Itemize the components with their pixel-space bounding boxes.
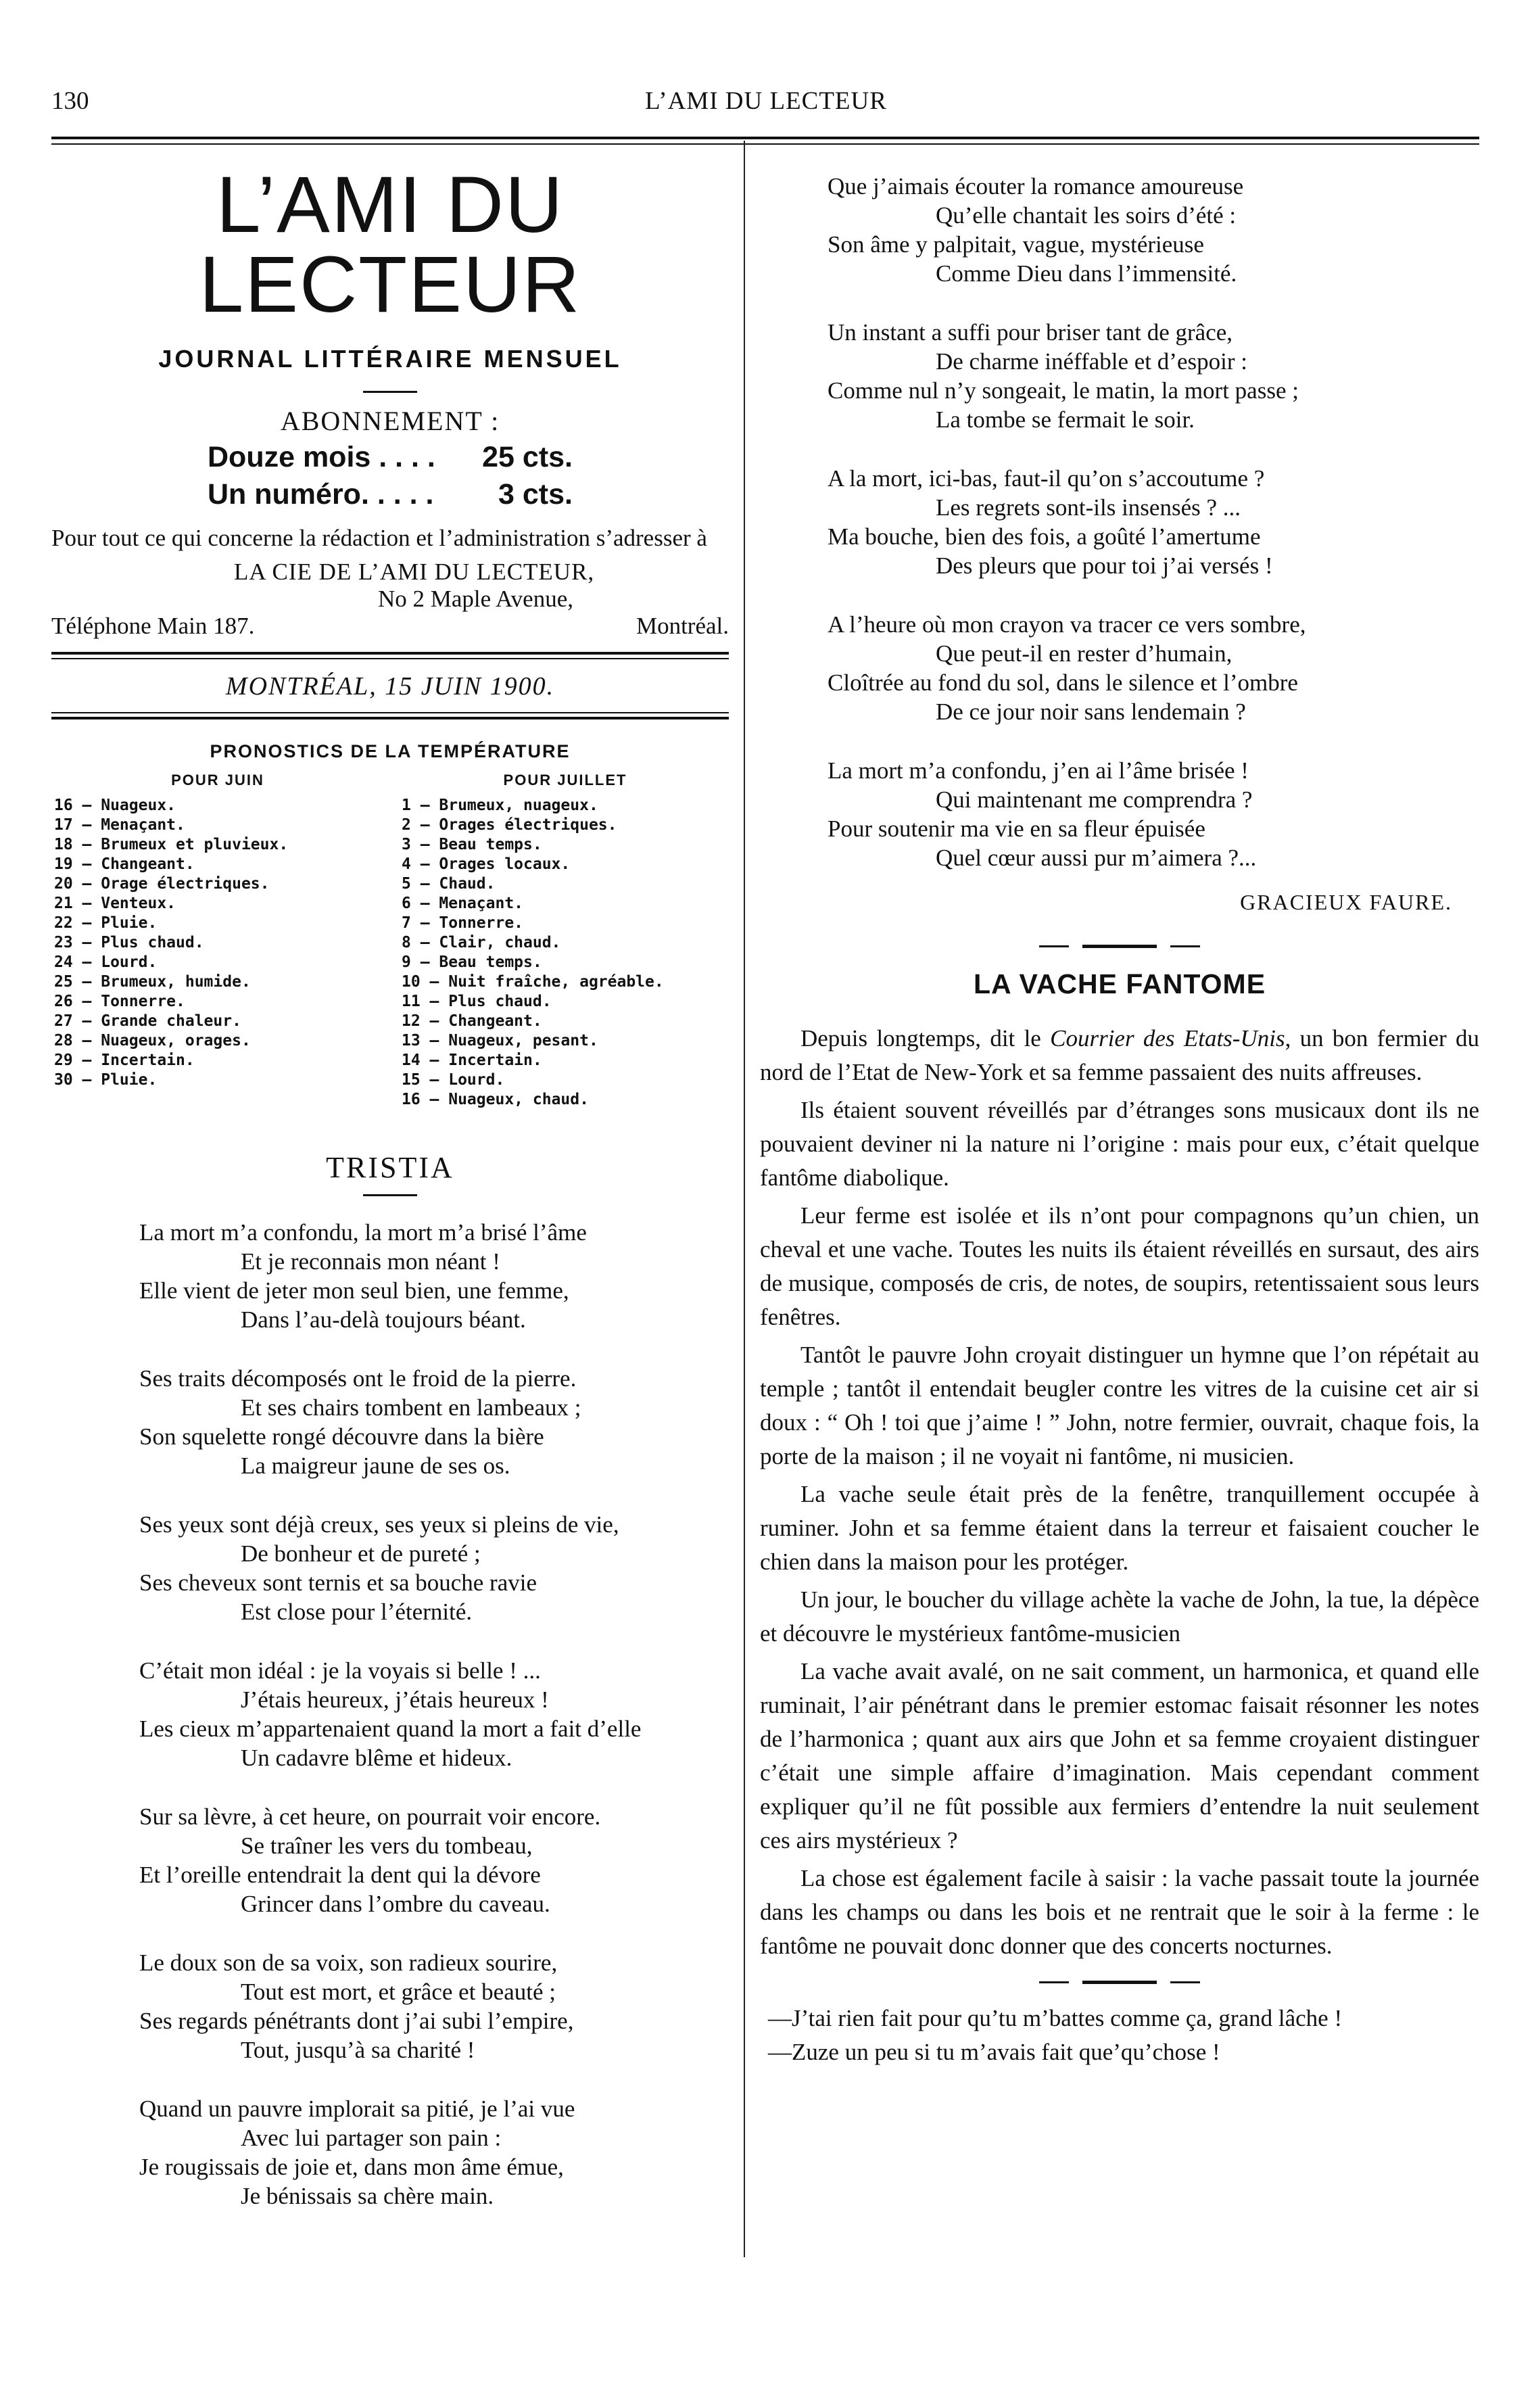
forecast-item: 7 — Tonnerre. xyxy=(402,914,524,932)
poem-line: Que peut-il en rester d’humain, xyxy=(936,640,1232,667)
article-paragraph: Tantôt le pauvre John croyait distinguer un hymne que l’on répétait au temple ; tantôt il entendait beugler contre les vitres de la cuisine cet air si doux : “ Oh ! toi que j’aime ! ” John, notre fermier, ouvrait, chaque fois, la porte de la maison ; il ne voyait ni fantôme, ni musicien. xyxy=(760,1342,1479,1469)
poem-line: A la mort, ici-bas, faut-il qu’on s’accoutume ? xyxy=(828,465,1265,492)
price-label: Un numéro. . . . . xyxy=(208,478,434,511)
price-row-year xyxy=(208,441,573,474)
poem-line: Et je reconnais mon néant ! xyxy=(241,1248,500,1275)
city: Montréal. xyxy=(636,613,729,639)
section-separator xyxy=(760,1981,1479,1984)
masthead-subtitle: JOURNAL LITTÉRAIRE MENSUEL xyxy=(158,345,622,373)
poem-line: Je rougissais de joie et, dans mon âme émue, xyxy=(139,2154,564,2180)
poem-title-rule xyxy=(363,1194,417,1196)
poem-line: Grincer dans l’ombre du caveau. xyxy=(241,1891,550,1917)
poem-line: Se traîner les vers du tombeau, xyxy=(241,1833,533,1859)
stanza xyxy=(760,610,1479,726)
poem-title: TRISTIA xyxy=(326,1151,454,1184)
masthead-divider xyxy=(363,391,417,393)
forecast-item: 10 — Nuit fraîche, agréable. xyxy=(402,973,664,991)
article-paragraph: La chose est également facile à saisir : la vache passait toute la journée dans les champs ou dans les bois et ne rentrait que le soir à la ferme : le fantôme ne pouvait donc donner que des concerts nocturnes. xyxy=(760,1865,1479,1959)
forecast-item: 6 — Menaçant. xyxy=(402,895,524,912)
stanza xyxy=(51,1948,729,2064)
poem-line: Le doux son de sa voix, son radieux sourire, xyxy=(139,1950,558,1976)
poem-line: De bonheur et de pureté ; xyxy=(241,1540,481,1567)
poem-line: Son squelette rongé découvre dans la bière xyxy=(139,1423,544,1450)
forecast-item: 16 — Nuageux, chaud. xyxy=(402,1091,589,1108)
poem-line: Est close pour l’éternité. xyxy=(241,1599,473,1625)
poem-line: Pour soutenir ma vie en sa fleur épuisée xyxy=(828,816,1205,842)
forecast-title: PRONOSTICS DE LA TEMPÉRATURE xyxy=(210,741,571,761)
poem-line: Comme nul n’y songeait, le matin, la mort passe ; xyxy=(828,377,1299,404)
section-separator xyxy=(760,945,1479,948)
poem-line: La tombe se fermait le soir. xyxy=(936,406,1195,433)
masthead-title: L’AMI DU LECTEUR xyxy=(199,160,581,329)
stanza xyxy=(51,1364,729,1480)
poem-line: Ses regards pénétrants dont j’ai subi l’empire, xyxy=(139,2008,574,2034)
forecast-item: 14 — Incertain. xyxy=(402,1052,542,1069)
poem-line: Qu’elle chantait les soirs d’été : xyxy=(936,202,1237,229)
forecast-june-heading: POUR JUIN xyxy=(171,772,264,788)
forecast-item: 16 — Nuageux. xyxy=(54,797,176,814)
forecast-item: 20 — Orage électriques. xyxy=(54,875,270,893)
poem-line: Et ses chairs tombent en lambeaux ; xyxy=(241,1394,581,1421)
poem-line: Un instant a suffi pour briser tant de grâce, xyxy=(828,319,1233,346)
forecast-item: 19 — Changeant. xyxy=(54,855,195,873)
forecast-columns xyxy=(51,772,729,1110)
forecast-june xyxy=(51,772,381,1110)
forecast-july-heading: POUR JUILLET xyxy=(503,772,627,788)
page-number: 130 xyxy=(51,87,89,115)
stanza xyxy=(51,2094,729,2211)
poem-line: Les cieux m’appartenaient quand la mort a fait d’elle xyxy=(139,1716,642,1742)
poem-line: Ma bouche, bien des fois, a goûté l’amertume xyxy=(828,523,1261,550)
dateline-top-rule xyxy=(51,652,729,659)
company-name: LA CIE DE L’AMI DU LECTEUR, xyxy=(234,559,595,585)
poem-line: Sur sa lèvre, à cet heure, on pourrait voir encore. xyxy=(139,1803,601,1830)
forecast-item: 12 — Changeant. xyxy=(402,1012,542,1030)
article-paragraph: Un jour, le boucher du village achète la vache de John, la tue, la dépèce et découvre le mystérieux fantôme-musicien xyxy=(760,1586,1479,1647)
stanza xyxy=(760,464,1479,580)
poem-line: C’était mon idéal : je la voyais si belle ! ... xyxy=(139,1657,541,1684)
forecast-item: 15 — Lourd. xyxy=(402,1071,505,1089)
poem-line: Quand un pauvre implorait sa pitié, je l’ai vue xyxy=(139,2096,575,2122)
stanza xyxy=(51,1656,729,1772)
poem-line: Je bénissais sa chère main. xyxy=(241,2183,494,2209)
joke-line: —J’tai rien fait pour qu’tu m’battes comme ça, grand lâche ! xyxy=(768,2005,1343,2031)
poem-line: Comme Dieu dans l’immensité. xyxy=(936,260,1237,287)
stanza xyxy=(51,1510,729,1626)
forecast-item: 27 — Grande chaleur. xyxy=(54,1012,241,1030)
poem-line: Qui maintenant me comprendra ? xyxy=(936,786,1253,813)
poem-line: La mort m’a confondu, j’en ai l’âme brisée ! xyxy=(828,757,1249,784)
poem-line: Un cadavre blême et hideux. xyxy=(241,1745,512,1771)
poem-line: Quel cœur aussi pur m’aimera ?... xyxy=(936,845,1257,871)
forecast-item: 5 — Chaud. xyxy=(402,875,496,893)
poem-line: Avec lui partager son pain : xyxy=(241,2125,502,2151)
forecast-item: 11 — Plus chaud. xyxy=(402,993,552,1010)
stanza xyxy=(760,318,1479,434)
dateline: MONTRÉAL, 15 JUIN 1900. xyxy=(225,672,555,701)
poem-line: Ses yeux sont déjà creux, ses yeux si pleins de vie, xyxy=(139,1511,619,1538)
forecast-item: 22 — Pluie. xyxy=(54,914,158,932)
running-title: L’AMI DU LECTEUR xyxy=(645,87,887,115)
poem-signature: GRACIEUX FAURE. xyxy=(1240,890,1452,914)
price-row-issue xyxy=(208,478,573,511)
price-label: Douze mois . . . . xyxy=(208,441,435,473)
column-divider xyxy=(744,141,745,2257)
stanza xyxy=(51,1218,729,1334)
phone-number: Téléphone Main 187. xyxy=(51,613,255,639)
forecast-item: 17 — Menaçant. xyxy=(54,816,185,834)
poem-line: De charme inéffable et d’espoir : xyxy=(936,348,1247,375)
poem-line: Ses traits décomposés ont le froid de la pierre. xyxy=(139,1365,577,1392)
poem-line: A l’heure où mon crayon va tracer ce vers sombre, xyxy=(828,611,1306,638)
poem-line: Elle vient de jeter mon seul bien, une femme, xyxy=(139,1277,569,1304)
poem-line: Dans l’au-delà toujours béant. xyxy=(241,1306,526,1333)
article-paragraph: Ils étaient souvent réveillés par d’étranges sons musicaux dont ils ne pouvaient deviner ni la nature ni l’origine : mais pour eux, c’était quelque fantôme diabolique. xyxy=(760,1097,1479,1191)
company-address: No 2 Maple Avenue, xyxy=(377,586,573,612)
article-paragraph: La vache seule était près de la fenêtre, tranquillement occupée à ruminer. John et sa femme étaient dans la terreur et faisaient coucher le chien dans la maison pour les protéger. xyxy=(760,1481,1479,1575)
forecast-item: 29 — Incertain. xyxy=(54,1052,195,1069)
forecast-june-list xyxy=(54,796,381,1090)
poem-line: De ce jour noir sans lendemain ? xyxy=(936,699,1246,725)
article-paragraph: Leur ferme est isolée et ils n’ont pour compagnons qu’un chien, un cheval et une vache. Toutes les nuits ils étaient réveillés en sursaut, des airs de musique, composés de cris, de notes, de soupirs, retentissaient sous leurs fenêtres. xyxy=(760,1202,1479,1330)
forecast-item: 30 — Pluie. xyxy=(54,1071,158,1089)
dateline-bottom-rule xyxy=(51,712,729,719)
article-source: Courrier des Etats-Unis xyxy=(1050,1025,1285,1052)
forecast-item: 13 — Nuageux, pesant. xyxy=(402,1032,598,1049)
poem-line: Cloîtrée au fond du sol, dans le silence et l’ombre xyxy=(828,669,1298,696)
forecast-item: 9 — Beau temps. xyxy=(402,953,542,971)
subscription-heading: ABONNEMENT : xyxy=(280,406,500,436)
poem-line: Tout est mort, et grâce et beauté ; xyxy=(241,1979,556,2005)
poem-line: La mort m’a confondu, la mort m’a brisé l’âme xyxy=(139,1219,587,1246)
poem-tristia-continued xyxy=(760,172,1479,872)
poem-tristia xyxy=(51,1218,729,2211)
header-double-rule xyxy=(51,137,1479,145)
poem-line: Tout, jusqu’à sa charité ! xyxy=(241,2037,475,2063)
forecast-item: 1 — Brumeux, nuageux. xyxy=(402,797,598,814)
poem-line: Les regrets sont-ils insensés ? ... xyxy=(936,494,1241,521)
forecast-item: 8 — Clair, chaud. xyxy=(402,934,561,951)
poem-line: Que j’aimais écouter la romance amoureuse xyxy=(828,173,1244,199)
poem-line: Et l’oreille entendrait la dent qui la dévore xyxy=(139,1862,541,1888)
forecast-item: 4 — Orages locaux. xyxy=(402,855,571,873)
forecast-item: 2 — Orages électriques. xyxy=(402,816,617,834)
article-title: LA VACHE FANTOME xyxy=(973,968,1266,999)
forecast-july-list xyxy=(402,796,729,1110)
poem-line: La maigreur jaune de ses os. xyxy=(241,1453,510,1479)
article-paragraph: La vache avait avalé, on ne sait comment, un harmonica, et quand elle ruminait, l’air pénétrant dans le premier estomac faisait résonner les notes de l’harmonica ; quant aux airs que John et sa femme croyaient distinguer c’était une simple affaire d’imagination. Mais cependant comment expliquer qu’il ne fût possible aux fermiers d’entendre la nuit seulement ces airs mystérieux ? xyxy=(760,1658,1479,1854)
forecast-item: 25 — Brumeux, humide. xyxy=(54,973,251,991)
forecast-july xyxy=(381,772,729,1110)
poem-line: Ses cheveux sont ternis et sa bouche ravie xyxy=(139,1569,537,1596)
stanza xyxy=(51,1802,729,1918)
right-column xyxy=(760,151,1479,2069)
price-value: 3 cts. xyxy=(498,478,573,511)
contact-info-text: Pour tout ce qui concerne la rédaction et l’administration s’adresser à xyxy=(51,525,707,551)
article-body xyxy=(760,1093,1479,1963)
stanza xyxy=(760,172,1479,288)
poem-line: Des pleurs que pour toi j’ai versés ! xyxy=(936,552,1273,579)
forecast-item: 3 — Beau temps. xyxy=(402,836,542,853)
phone-row xyxy=(51,613,729,640)
article-paragraph: Depuis longtemps, dit le Courrier des Etats-Unis, un bon fermier du nord de l’Etat de New-York et sa femme passaient des nuits affreuses. xyxy=(760,1025,1479,1085)
joke-line: —Zuze un peu si tu m’avais fait que’qu’chose ! xyxy=(768,2039,1220,2065)
forecast-item: 23 — Plus chaud. xyxy=(54,934,204,951)
forecast-item: 26 — Tonnerre. xyxy=(54,993,185,1010)
poem-line: J’étais heureux, j’étais heureux ! xyxy=(241,1686,549,1713)
forecast-item: 18 — Brumeux et pluvieux. xyxy=(54,836,289,853)
poem-line: Son âme y palpitait, vague, mystérieuse xyxy=(828,231,1204,258)
price-value: 25 cts. xyxy=(482,441,573,473)
forecast-item: 24 — Lourd. xyxy=(54,953,158,971)
forecast-item: 28 — Nuageux, orages. xyxy=(54,1032,251,1049)
forecast-item: 21 — Venteux. xyxy=(54,895,176,912)
stanza xyxy=(760,756,1479,872)
left-column xyxy=(51,151,729,2240)
